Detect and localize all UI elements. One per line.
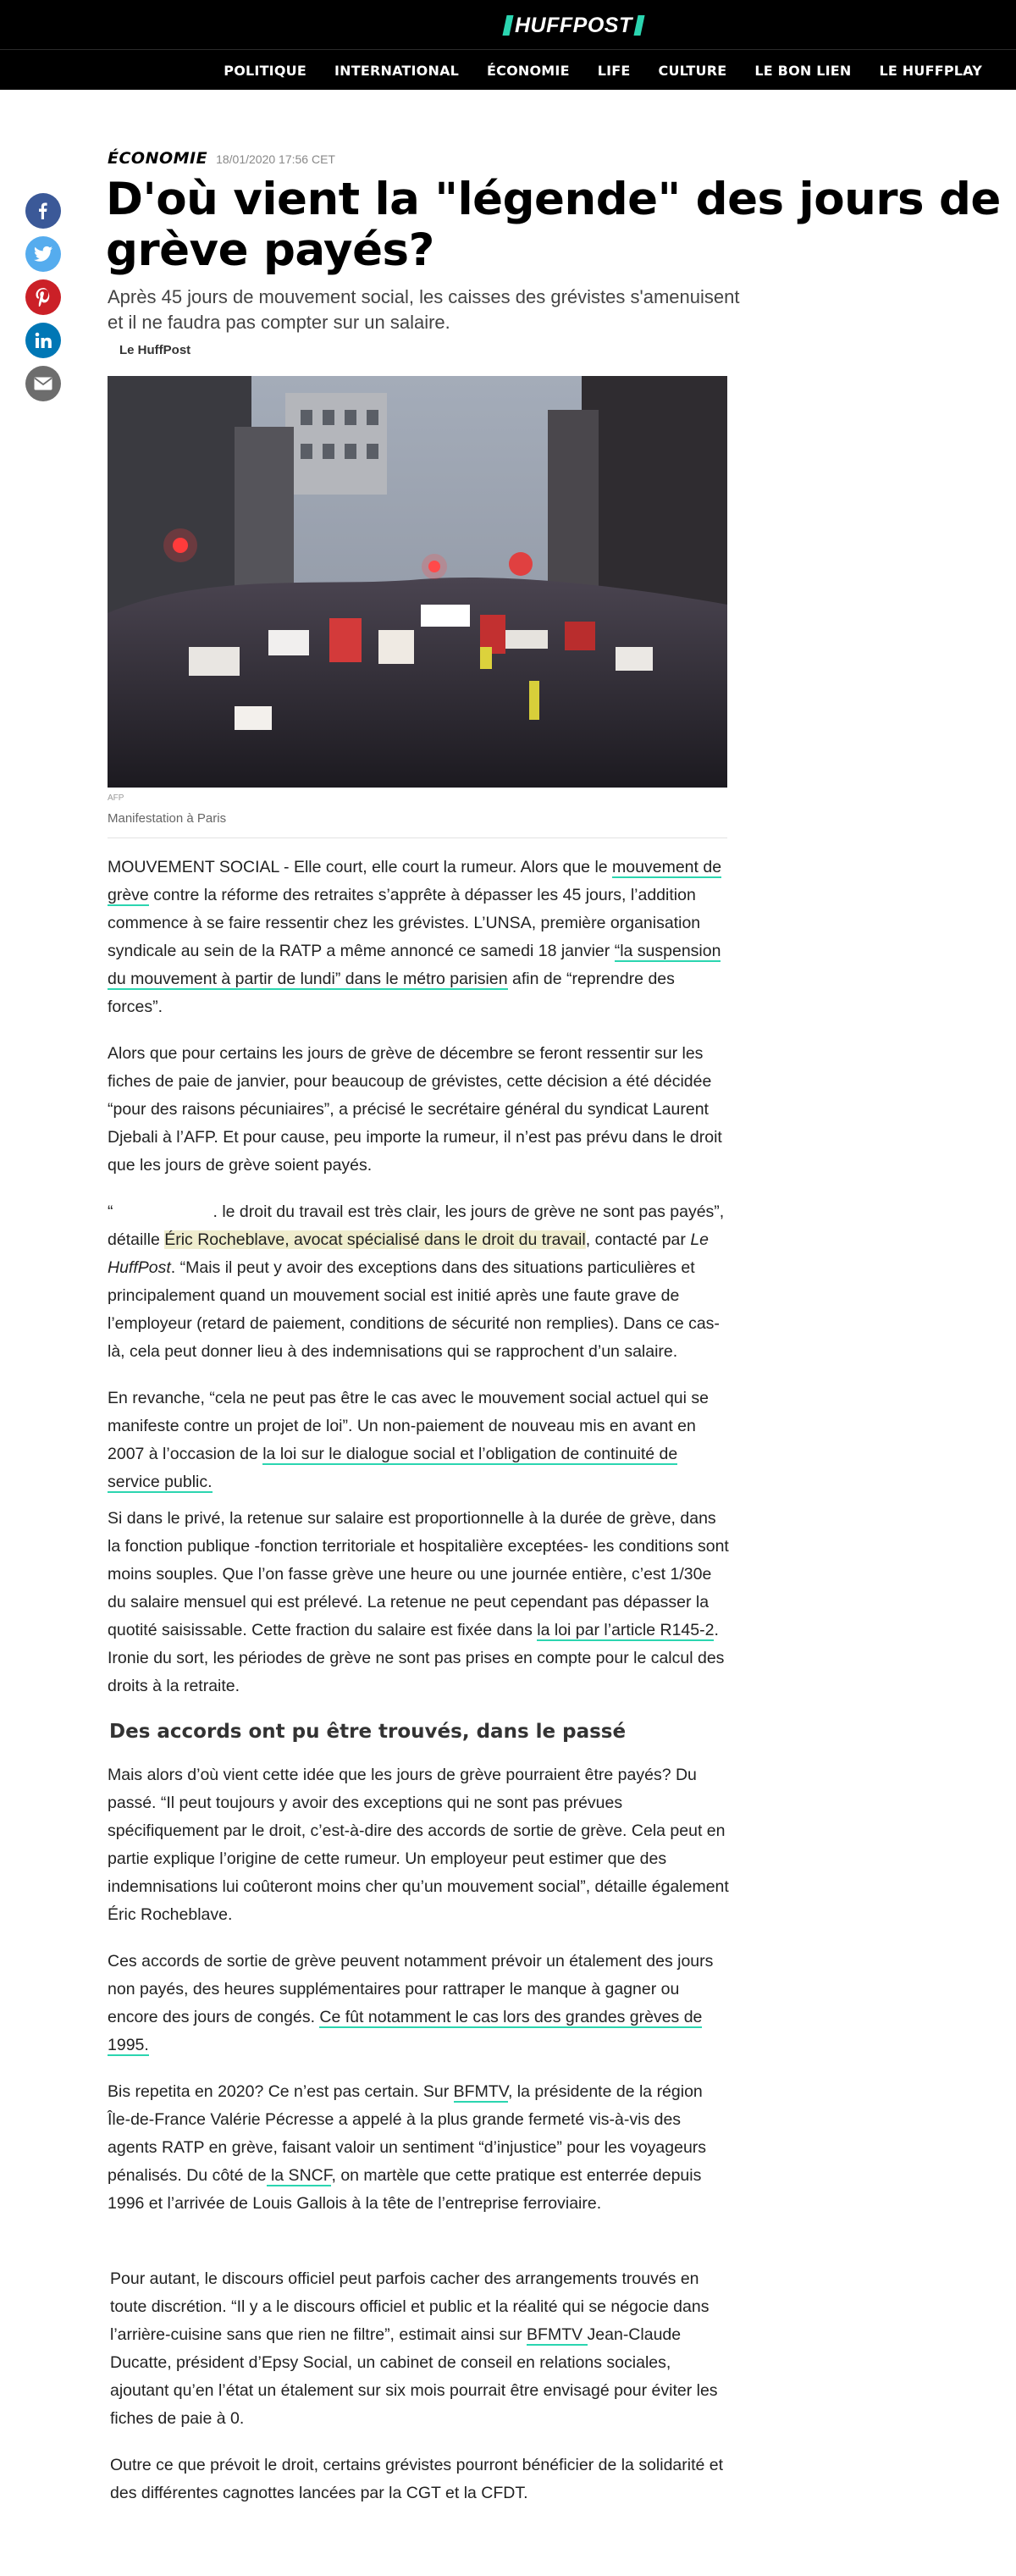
link-bfmtv-2[interactable]: BFMTV [527,2325,588,2344]
twitter-icon [34,246,52,263]
share-pinterest-button[interactable] [25,279,61,315]
article-image [108,376,727,788]
p8-text-b: , la présidente de la région Île-de-France Valérie Pécresse a appelé à la plus grande fermeté vis-à-vis des agents RATP en grève, faisant valoir un sentiment “d’injustice” pour les voyageurs pénalisés. Du côté de [108,2082,707,2185]
p5-text-b: . Ironie du sort, les périodes de grève ne sont pas prises en compte pour le calcul des droits à la retraite. [108,1621,725,1695]
link-mouvement-de-greve[interactable]: mouvement de grève [108,858,722,904]
p8-text-c: , on martèle que cette pratique est enterrée depuis 1996 et l’arrivée de Louis Gallois à la tête de l’entreprise ferroviaire. [108,2166,702,2213]
nav-international[interactable]: INTERNATIONAL [334,62,460,79]
p4-text-a: En revanche, “cela ne peut pas être le cas avec le mouvement social actuel qui se manifeste contre un projet de loi”. Un non-paiement de nouveau mis en avant en 2007 à l’occasion de [108,1389,709,1463]
nav-le-bon-lien[interactable]: LE BON LIEN [754,62,852,79]
linkedin-icon [35,332,52,349]
top-bar [0,0,1016,49]
p5-text-a: Si dans le privé, la retenue sur salaire est proportionnelle à la durée de grève, dans la fonction publique -fonction territoriale et hospitalière exceptées- les conditions sont moins souples. Que l’on fasse grève une heure ou une journée entière, c’est 1/30e du salaire mensuel qui est prélevé. La retenue ne peut cependant pas dépasser la quotité saisissable. Cette fraction du salaire est fixée dans [108,1509,729,1639]
paragraph-5 [108,1505,730,1700]
article-body [108,854,730,2526]
paragraph-4 [108,1385,730,1496]
link-bfmtv[interactable]: BFMTV [453,2082,508,2101]
author-name[interactable]: Le HuffPost [119,343,191,357]
paragraph-8 [108,2078,730,2218]
nav-culture[interactable]: CULTURE [658,62,727,79]
p3-text-c: . “Mais il peut y avoir des exceptions dans des situations particulières et principalement quand un mouvement social est initié après une faute grave de l’employeur (retard de paiement, conditions de sécurité non remplies). Dans ce cas-là, cela peut donner lieu à des indemnisations qui se rapprochent d’un salaire. [108,1258,720,1361]
share-facebook-button[interactable] [25,193,61,229]
p1-text-a: MOUVEMENT SOCIAL - Elle court, elle court la rumeur. Alors que le [108,858,613,876]
logo-bar-left [502,15,513,36]
section-kicker[interactable]: ÉCONOMIE [108,149,208,168]
p3-open-quote: “ [108,1202,113,1221]
nav-bar [0,49,1016,90]
share-email-button[interactable] [25,366,61,401]
link-article-r145-2[interactable]: la loi par l’article R145-2 [537,1621,715,1639]
paragraph-1 [108,854,730,1021]
section-heading: Des accords ont pu être trouvés, dans le passé [109,1721,627,1743]
huffpost-logo[interactable] [505,14,643,36]
paragraph-9 [108,2265,730,2433]
nav-economie[interactable]: ÉCONOMIE [487,62,570,79]
main-nav [224,50,982,91]
article-subtitle: Après 45 jours de mouvement social, les caisses des grévistes s'amenuisent et il ne faudra pas compter sur un salaire. [108,286,740,333]
share-rail [25,193,61,401]
highlighted-quote-source: Éric Rocheblave, avocat spécialisé dans le droit du travail [164,1230,586,1249]
p3-text-b: , contacté par [585,1230,691,1249]
p1-text-b: contre la réforme des retraites s’apprête à dépasser les 45 jours, l’addition commence à se faire ressentir chez les grévistes. L’UNSA, première organisation syndicale au sein de la RATP a même annoncé ce samedi 18 janvier [108,886,701,960]
p8-text-a: Bis repetita en 2020? Ce n’est pas certain. Sur [108,2082,454,2101]
link-greves-1995[interactable]: Ce fût notamment le cas lors des grandes grèves de 1995. [108,2008,703,2054]
nav-politique[interactable]: POLITIQUE [224,62,306,79]
paragraph-10: Outre ce que prévoit le droit, certains grévistes pourront bénéficier de la solidarité et des différentes cagnottes lancées par la CGT et la CFDT. [110,2456,724,2502]
paragraph-6: Mais alors d’où vient cette idée que les jours de grève pourraient être payés? Du passé. “Il peut toujours y avoir des exceptions qui ne sont pas prévues spécifiquement par le droit, c’est-à-dire des accords de sortie de grève. Cela peut en partie explique l’origine de cette rumeur. Un employeur peut estimer que des indemnisations lui coûteront moins cher qu’un mouvement social”, détaille également Éric Rocheblave. [108,1766,729,1924]
article-meta [108,149,335,168]
share-linkedin-button[interactable] [25,323,61,358]
pinterest-icon [35,288,52,307]
paragraph-7 [108,1948,730,2059]
link-suspension-mouvement[interactable]: “la suspension du mouvement à partir de lundi” dans le métro parisien [108,942,721,988]
p9-text-b: Jean-Claude Ducatte, président d’Epsy Social, un cabinet de conseil en relations sociales, ajoutant qu’en l’état un étalement sur six mois pourrait être envisagé pour éviter les fiches de paie à 0. [110,2325,718,2428]
p7-text-a: Ces accords de sortie de grève peuvent notamment prévoir un étalement des jours non payés, des heures supplémentaires pour rattraper le manque à gagner ou encore des jours de congés. [108,1952,714,2026]
protest-photo [108,376,727,788]
link-sncf[interactable]: la SNCF [266,2166,332,2185]
image-caption: Manifestation à Paris [108,811,227,826]
facebook-icon [35,202,52,219]
article-title: D'où vient la "légende" des jours de grève payés? [106,174,1001,276]
p9-text-a: Pour autant, le discours officiel peut parfois cacher des arrangements trouvés en toute discrétion. “Il y a le discours officiel et public et la réalité qui se négocie dans l’arrière-cuisine sans que rien ne filtre”, estimait ainsi sur [110,2269,710,2344]
p3-text-a: . le droit du travail est très clair, les jours de grève ne sont pas payés”, détaille [108,1202,725,1249]
share-twitter-button[interactable] [25,236,61,272]
paragraph-3 [108,1198,730,1366]
p1-text-c: afin de “reprendre des forces”. [108,970,675,1016]
image-credit: AFP [108,793,124,803]
email-icon [34,377,52,390]
link-loi-dialogue-social[interactable]: la loi sur le dialogue social et l’obligation de continuité de service public. [108,1445,678,1491]
logo-text: HUFFPOST [515,14,632,37]
paragraph-2: Alors que pour certains les jours de grève de décembre se feront ressentir sur les fiches de paie de janvier, pour beaucoup de grévistes, cette décision a été décidée “pour des raisons pécuniaires”, a précisé le secrétaire général du syndicat Laurent Djebali à l’AFP. Et pour cause, peu importe la rumeur, il n’est pas prévu dans le droit que les jours de grève soient payés. [108,1044,722,1175]
publish-date: 18/01/2020 17:56 CET [216,152,335,166]
logo-bar-right [633,15,644,36]
p3-italic-huffpost: Le HuffPost [108,1230,710,1277]
nav-life[interactable]: LIFE [597,62,631,79]
nav-le-huffplay[interactable]: LE HUFFPLAY [879,62,982,79]
figure-divider [108,837,727,838]
